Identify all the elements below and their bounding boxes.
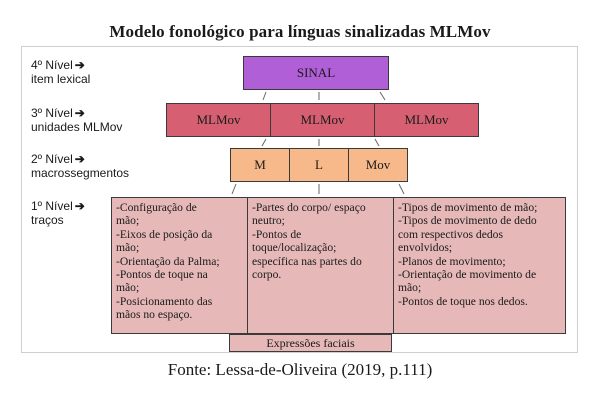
traits-m-column [111, 197, 248, 334]
trait-line: neutro; [252, 214, 285, 228]
trait-line: -Posicionamento das [116, 294, 213, 308]
trait-line: -Pontos de toque nos dedos. [398, 294, 528, 308]
trait-line: -Partes do corpo/ espaço [252, 201, 366, 214]
figure-source: Fonte: Lessa-de-Oliveira (2019, p.111) [167, 360, 433, 379]
level-4-label [31, 58, 90, 86]
trait-line: -Eixos de posição da [116, 227, 213, 241]
segment-m: M [230, 148, 290, 182]
level-2-subtitle: macrossegmentos [31, 166, 130, 180]
trait-line: corpo. [252, 268, 282, 282]
trait-line: -Orientação da Palma; [116, 254, 220, 268]
level-3-subtitle: unidades MLMov [31, 120, 123, 134]
right-arrow-icon: ➔ [74, 58, 85, 72]
level-3-title: 3º Nível [31, 106, 73, 120]
facial-expressions-box: Expressões faciais [229, 334, 392, 352]
sinal-box: SINAL [243, 56, 389, 90]
trait-line: específica nas partes do [252, 254, 362, 268]
level-4-title: 4º Nível [31, 58, 73, 72]
trait-line: -Planos de movimento; [398, 254, 506, 268]
level-1-label [31, 199, 85, 227]
trait-line: com respectivos dedos [398, 227, 503, 241]
trait-line: mão; [116, 241, 140, 255]
right-arrow-icon: ➔ [74, 199, 85, 213]
trait-line: -Orientação de movimento de [398, 268, 537, 282]
level-2-title: 2º Nível [31, 152, 73, 166]
segment-l: L [289, 148, 349, 182]
trait-line: mão; [116, 214, 140, 228]
trait-line: -Pontos de [252, 227, 302, 241]
mlmov-unit-3: MLMov [374, 103, 479, 137]
trait-line: mão; [398, 281, 422, 295]
mlmov-unit-2: MLMov [270, 103, 375, 137]
diagram-title: Modelo fonológico para línguas sinalizadas MLMov [109, 22, 491, 41]
trait-line: toque/localização; [252, 241, 337, 255]
level-1-title: 1º Nível [31, 199, 73, 213]
level-3-label [31, 106, 122, 134]
right-arrow-icon: ➔ [74, 106, 85, 120]
level-2-label [31, 152, 129, 180]
trait-line: -Configuração de [116, 201, 197, 214]
mlmov-unit-1: MLMov [166, 103, 271, 137]
trait-line: mão; [116, 281, 140, 295]
trait-line: -Tipos de movimento de mão; [398, 201, 538, 214]
level-4-subtitle: item lexical [31, 72, 91, 86]
traits-l-column [247, 197, 394, 334]
level-1-subtitle: traços [31, 213, 64, 227]
trait-line: envolvidos; [398, 241, 453, 255]
trait-line: -Tipos de movimento de dedo [398, 214, 537, 228]
traits-mov-column [393, 197, 566, 334]
right-arrow-icon: ➔ [74, 152, 85, 166]
trait-line: -Pontos de toque na [116, 268, 208, 282]
trait-line: mãos no espaço. [116, 308, 193, 322]
segment-mov: Mov [348, 148, 408, 182]
